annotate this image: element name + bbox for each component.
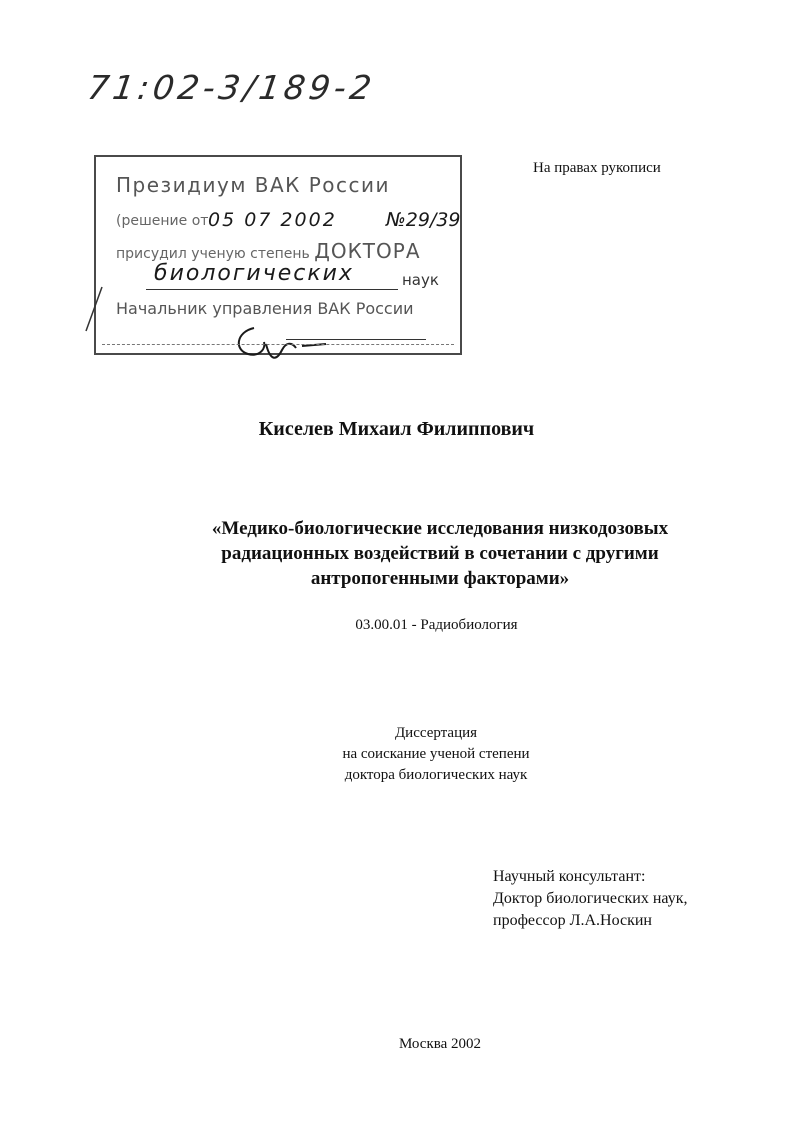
stamp-number-prefix: №: [386, 209, 406, 231]
stamp-awarded-line: [116, 239, 421, 263]
stamp-field: биологических: [154, 261, 354, 286]
vak-stamp: [94, 155, 462, 355]
stamp-head: Начальник управления ВАК России: [116, 299, 414, 318]
scientific-consultant: [493, 866, 687, 932]
dissertation-line: на соискание ученой степени: [342, 746, 530, 762]
stamp-number: [386, 209, 461, 231]
signature-line: [286, 339, 426, 340]
dissertation-line: доктора биологических наук: [344, 767, 528, 783]
stamp-awarded-prefix: присудил ученую степень: [116, 246, 310, 262]
title-line: антропогенными факторами»: [310, 568, 570, 589]
stamp-decision-line: [116, 213, 208, 229]
stamp-title: Президиум ВАК России: [116, 173, 391, 197]
stamp-date: 05 07 2002: [208, 209, 337, 231]
place-year: Москва 2002: [398, 1036, 482, 1052]
consultant-line: Доктор биологических наук,: [493, 890, 688, 907]
stamp-number-value: 29/39: [405, 209, 461, 231]
consultant-line: профессор Л.А.Носкин: [493, 912, 652, 929]
stamp-decision-prefix: (решение от: [116, 213, 209, 229]
specialty-code: 03.00.01 - Радиобиология: [355, 617, 518, 633]
dissertation-line: Диссертация: [394, 725, 478, 741]
title-line: «Медико-биологические исследования низкодозовых: [211, 518, 669, 539]
margin-pen-mark: [80, 285, 110, 335]
stamp-degree: ДОКТОРА: [314, 239, 421, 263]
stamp-science-suffix: наук: [402, 271, 439, 289]
dissertation-title: [160, 516, 720, 591]
stamp-bottom-rule: [102, 344, 454, 345]
consultant-line: Научный консультант:: [493, 868, 646, 885]
title-line: радиационных воздействий в сочетании с другими: [221, 543, 659, 564]
rights-note: На правах рукописи: [533, 160, 661, 176]
author-name: Киселев Михаил Филиппович: [258, 418, 535, 440]
field-underline: [146, 289, 398, 290]
dissertation-info: [300, 723, 572, 786]
signature-mark: [226, 320, 336, 370]
archive-number: 71:02-3/189-2: [85, 68, 378, 107]
